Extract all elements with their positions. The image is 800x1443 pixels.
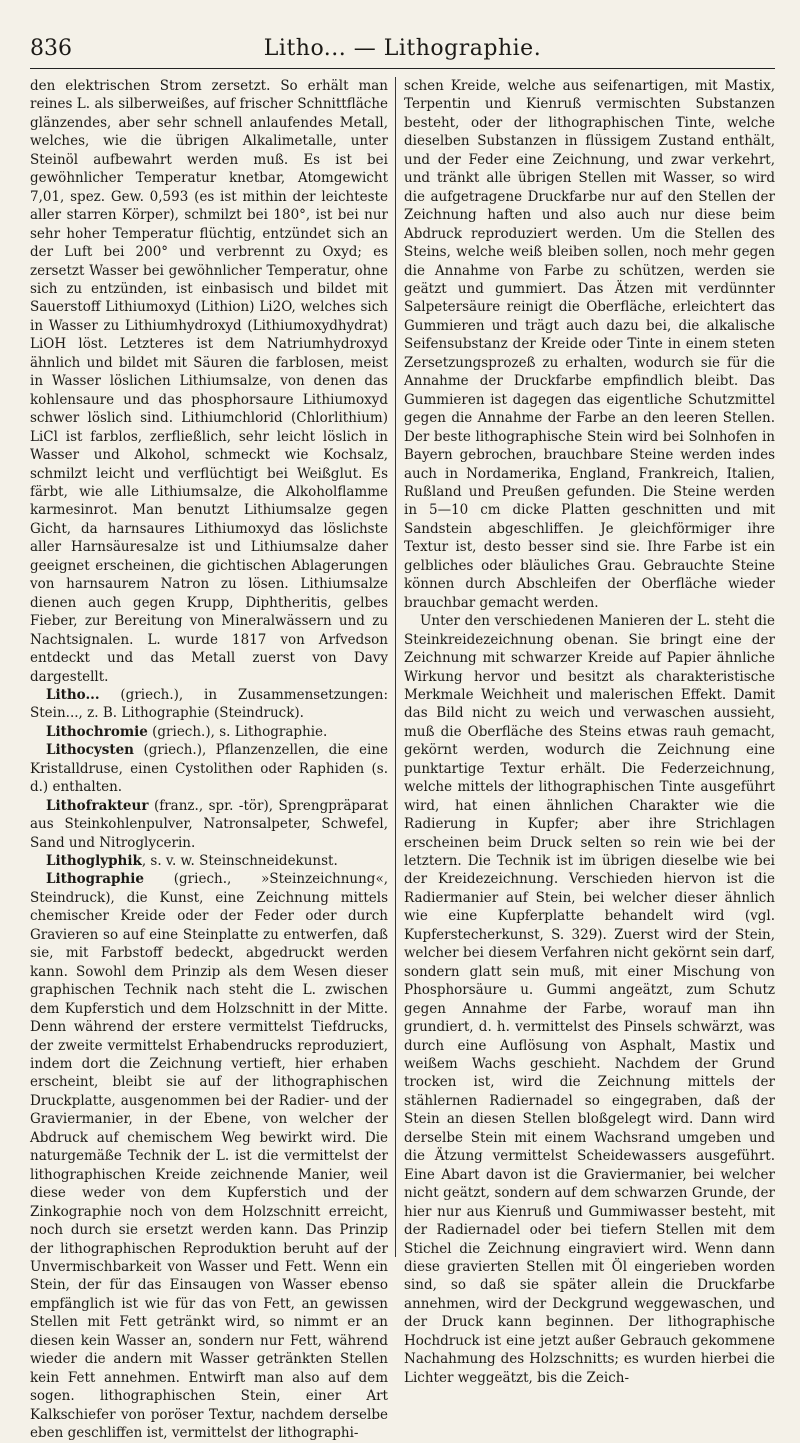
entry-lithochromie [30, 723, 388, 741]
entry-text: (griech., »Steinzeichnung«, Steindruck), die Kunst, eine Zeichnung mittels chemischer Kreide oder der Feder oder durch Gravieren so auf eine Steinplatte zu entwerfen, daß sie, mit Farbstoff bedeckt, abgedruckt werden kann. Sowohl dem Prinzip als dem Wesen dieser graphischen Technik nach steht die L. zwischen dem Kupferstich und dem Holzschnitt in der Mitte. Denn während der erstere vermittelst Tiefdrucks, der zweite vermittelst Erhabendrucks reproduziert, indem dort die Zeichnung vertieft, hier erhaben erscheint, bleibt sie auf der lithographischen Druckplatte, ausgenommen bei der Radier- und der Graviermanier, in der Ebene, von welcher der Abdruck auf chemischem Weg bewirkt wird. Die naturgemäße Technik der L. ist die vermittelst der lithographischen Kreide zeichnende Manier, weil diese weder von dem Kupferstich und der Zinkographie noch von dem Holzschnitt erreicht, noch durch sie ersetzt werden kann. Das Prinzip der lithographischen Reproduktion beruht auf der Unvermischbarkeit von Wasser und Fett. Wenn ein Stein, der für das Einsaugen von Wasser ebenso empfänglich ist wie für das von Fett, an gewissen Stellen mit Fett getränkt wird, so nimmt er an diesen kein Wasser an, sondern nur Fett, während wieder die andern mit Wasser getränkten Stellen kein Fett annehmen. Entwirft man also auf dem sogen. lithographischen Stein, einer Art Kalkschiefer von poröser Textur, nachdem derselbe eben geschliffen ist, vermittelst der lithographi- [30, 871, 388, 1442]
paragraph-manieren: Unter den verschiedenen Manieren der L. steht die Steinkreidezeichnung obenan. Sie bringt eine der Zeichnung mit schwarzer Kreide auf Papier ähnliche Wirkung hervor und besitzt als charakteristische Merkmale Weichheit und malerischen Effekt. Damit das Bild nicht zu weich und verwaschen aussieht, muß die Oberfläche des Steins etwas rauh gemacht, gekörnt werden, wodurch die Zeichnung eine punktartige Textur erhält. Die Federzeichnung, welche mittels der lithographischen Tinte ausgeführt wird, hat einen ähnlichen Charakter wie die Radierung in Kupfer; aber ihre Strichlagen erscheinen beim Druck selten so rein wie bei der letztern. Die Technik ist im übrigen dieselbe wie bei der Kreidezeichnung. Verschieden hiervon ist die Radiermanier auf Stein, bei welcher dieser ähnlich wie eine Kupferplatte behandelt wird (vgl. Kupferstecherkunst, S. 329). Zuerst wird der Stein, welcher bei diesem Verfahren nicht gekörnt sein darf, sondern glatt sein muß, mit einer Mischung von Phosphorsäure u. Gummi angeätzt, zum Schutz gegen Annahme der Farbe, worauf man ihn grundiert, d. h. vermittelst des Pinsels schwärzt, was durch eine Auflösung von Asphalt, Mastix und weißem Wachs geschieht. Nachdem der Grund trocken ist, wird die Zeichnung mittels der stählernen Radiernadel so eingegraben, daß der Stein an diesen Stellen bloßgelegt wird. Dann wird derselbe Stein mit einem Wachsrand umgeben und die Ätzung vermittelst Scheidewassers ausgeführt. Eine Abart davon ist die Graviermanier, bei welcher nicht geätzt, sondern auf dem schwarzen Grunde, der hier nur aus Kienruß und Gummiwasser besteht, mit der Radiernadel oder bei tiefern Stellen mit dem Stichel die Zeichnung eingraviert wird. Wenn dann diese gravierten Stellen mit Öl eingerieben worden sind, so daß sie später allein die Druckfarbe annehmen, wird der Deckgrund weggewaschen, und der Druck kann beginnen. Der lithographische Hochdruck ist eine jetzt außer Gebrauch gekommene Nachahmung des Holzschnitts; es wurden hierbei die Lichter weggeätzt, bis die Zeich- [404, 613, 775, 1386]
right-column [404, 77, 775, 1386]
headword: Lithochromie [46, 723, 148, 740]
entry-text: (griech.), Pflanzenzellen, die eine Kristalldruse, einen Cystolithen oder Raphiden (s. d.) enthalten. [30, 742, 388, 796]
left-column [30, 77, 388, 1442]
headword: Litho... [46, 686, 100, 703]
entry-lithographie [30, 870, 388, 1442]
paragraph-lithographie-continued: schen Kreide, welche aus seifenartigen, mit Mastix, Terpentin und Kienruß vermischten Substanzen besteht, oder der lithographischen Tinte, welche dieselben Substanzen in flüssigem Zustand enthält, und der Feder eine Zeichnung, und zwar verkehrt, und tränkt alle übrigen Stellen mit Wasser, so wird die aufgetragene Druckfarbe nur auf den Stellen der Zeichnung haften und also auch nur diese beim Abdruck reproduziert werden. Um die Stellen des Steins, welche weiß bleiben sollen, noch mehr gegen die Annahme von Farbe zu schützen, werden sie geätzt und gummiert. Das Ätzen mit verdünnter Salpetersäure reinigt die Oberfläche, erleichtert das Gummieren und trägt auch dazu bei, die alkalische Seifensubstanz der Kreide oder Tinte in einem steten Zersetzungsprozeß zu erhalten, wodurch sie für die Annahme der Druckfarbe empfindlich bleibt. Das Gummieren ist dagegen das eigentliche Schutzmittel gegen die Annahme der Farbe an den leeren Stellen. Der beste lithographische Stein wird bei Solnhofen in Bayern gebrochen, brauchbare Steine werden indes auch in Nordamerika, England, Frankreich, Italien, Rußland und Preußen gefunden. Die Steine werden in 5—10 cm dicke Platten geschnitten und mit Sandstein abgeschliffen. Je gleichförmiger ihre Textur ist, desto besser sind sie. Ihre Farbe ist ein gelbliches oder bläuliches Grau. Gebrauchte Steine können durch Abschleifen der Oberfläche wieder brauchbar gemacht werden. [404, 78, 775, 611]
page-number: 836 [30, 36, 72, 61]
entry-text: , s. v. w. Steinschneidekunst. [141, 853, 338, 870]
running-title: Litho... — Lithographie. [263, 36, 542, 61]
headword: Lithographie [46, 871, 144, 888]
entry-lithocysten [30, 741, 388, 796]
entry-text: (griech.), in Zusammensetzungen: Stein..., z. B. Lithographie (Steindruck). [30, 686, 388, 722]
entry-lithoglyphik [30, 852, 388, 870]
entry-text: (griech.), s. Lithographie. [147, 723, 328, 740]
headword: Lithocysten [46, 742, 134, 759]
column-divider [395, 77, 396, 1257]
entry-lithofrakteur [30, 797, 388, 852]
entry-text: (franz., spr. -tör), Sprengpräparat aus Steinkohlenpulver, Natronsalpeter, Schwefel, Sand und Nitroglycerin. [30, 797, 388, 851]
paragraph-lithium-continued: den elektrischen Strom zersetzt. So erhält man reines L. als silberweißes, auf frischer Schnittfläche glänzendes, aber sehr schnell anlaufendes Metall, welches, wie die übrigen Alkalimetalle, unter Steinöl aufbewahrt werden muß. Es ist bei gewöhnlicher Temperatur knetbar, Atomgewicht 7,01, spez. Gew. 0,593 (es ist mithin der leichteste aller starren Körper), schmilzt bei 180°, ist bei nur sehr hoher Temperatur flüchtig, entzündet sich an der Luft bei 200° und verbrennt zu Oxyd; es zersetzt Wasser bei gewöhnlicher Temperatur, ohne sich zu entzünden, ist einbasisch und bildet mit Sauerstoff Lithiumoxyd (Lithion) Li2O, welches sich in Wasser zu Lithiumhydroxyd (Lithiumoxydhydrat) LiOH löst. Letzteres ist dem Natriumhydroxyd ähnlich und bildet mit Säuren die farblosen, meist in Wasser löslichen Lithiumsalze, von denen das kohlensaure und das phosphorsaure Lithiumoxyd schwer löslich sind. Lithiumchlorid (Chlorlithium) LiCl ist farblos, zerfließlich, sehr leicht löslich in Wasser und Alkohol, schmeckt wie Kochsalz, schmilzt leicht und verflüchtigt bei Weißglut. Es färbt, wie alle Lithiumsalze, die Alkoholflamme karmesinrot. Man benutzt Lithiumsalze gegen Gicht, da harnsaures Lithiumoxyd das löslichste aller Harnsäuresalze ist und Lithiumsalze daher geeignet erscheinen, die gichtischen Ablagerungen von harnsaurem Natron zu lösen. Lithiumsalze dienen auch gegen Krupp, Diphtheritis, gelbes Fieber, zur Bereitung von Mineralwässern und zu Nachtsignalen. L. wurde 1817 von Arfvedson entdeckt und das Metall zuerst von Davy dargestellt. [30, 78, 388, 685]
text-columns [30, 77, 775, 1442]
headword: Lithofrakteur [46, 797, 149, 814]
entry-litho [30, 686, 388, 723]
headword: Lithoglyphik [46, 853, 142, 870]
page-header [30, 30, 775, 69]
